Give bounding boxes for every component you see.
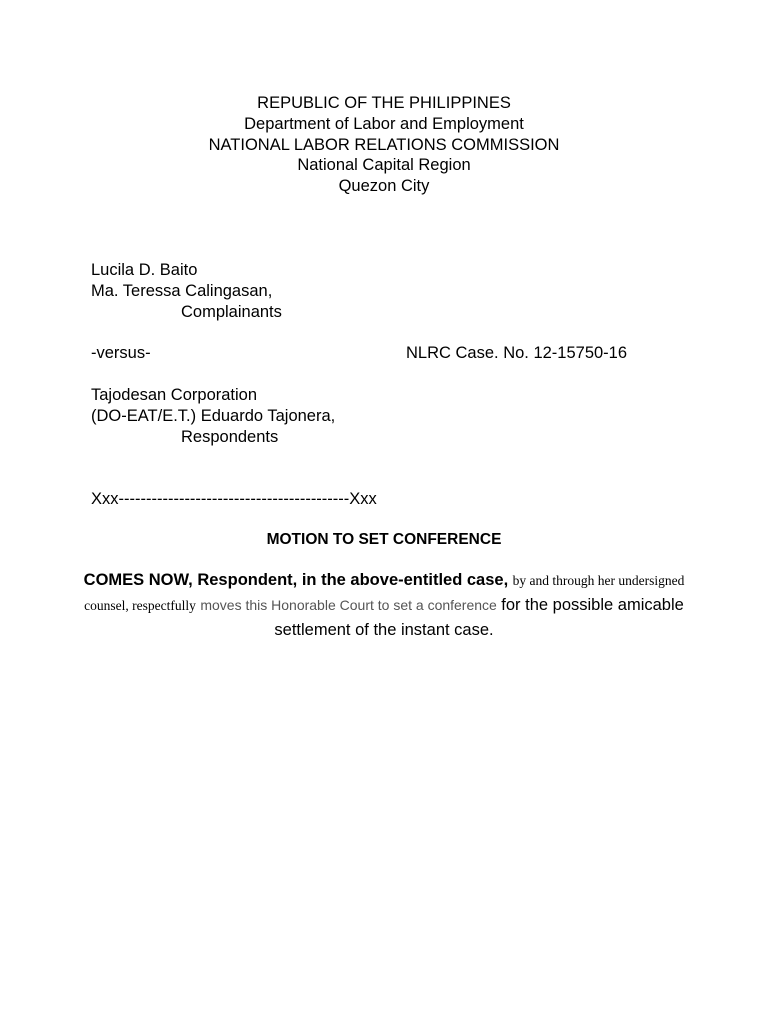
complainants-label: Complainants [181, 303, 282, 321]
body-counsel: by and through her undersigned counsel, respectfully [84, 573, 685, 613]
respondents-label: Respondents [181, 428, 279, 446]
respondent-name-1: Tajodesan Corporation [91, 386, 258, 404]
caption-separator: Xxx------------------------------------------Xxx [91, 490, 377, 508]
motion-title: MOTION TO SET CONFERENCE [266, 531, 502, 548]
case-number: NLRC Case. No. 12-15750-16 [406, 344, 628, 362]
motion-body-paragraph [60, 568, 708, 643]
header-department: Department of Labor and Employment [244, 114, 524, 133]
complainant-name-1: Lucila D. Baito [91, 261, 198, 279]
header-city: Quezon City [338, 177, 430, 196]
body-settlement: for the possible amicable settlement of the instant case. [274, 596, 684, 639]
versus-label: -versus- [91, 344, 151, 362]
header-region: National Capital Region [297, 156, 471, 175]
header-republic: REPUBLIC OF THE PHILIPPINES [257, 94, 511, 112]
respondent-name-2: (DO-EAT/E.T.) Eduardo Tajonera, [91, 407, 336, 425]
complainant-name-2: Ma. Teressa Calingasan, [91, 282, 273, 300]
body-moves: moves this Honorable Court to set a conference [200, 597, 497, 613]
body-comes-now: COMES NOW, Respondent, in the above-entitled case, [83, 571, 509, 589]
document-header [0, 93, 768, 197]
header-commission: NATIONAL LABOR RELATIONS COMMISSION [208, 135, 560, 154]
